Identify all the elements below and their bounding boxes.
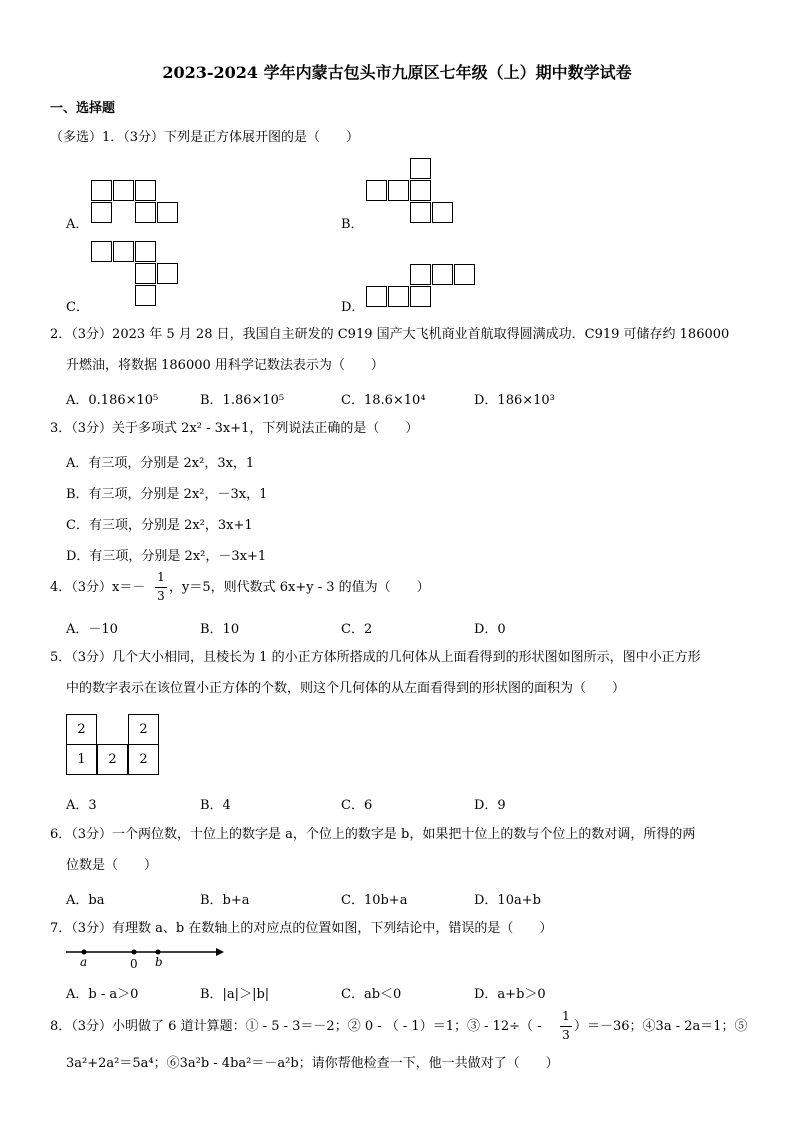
q4-option-a: A．－10	[66, 622, 118, 637]
q3-option-a: A．有三项，分别是 2x²，3x，1	[66, 456, 255, 471]
grid-cell: 2	[66, 714, 97, 745]
question-8-line1-part2: ）＝－36；④3a - 2a＝1；⑤	[574, 1019, 748, 1034]
question-3-stem: 3．（3分）关于多项式 2x² - 3x+1，下列说法正确的是（ ）	[50, 421, 419, 436]
q4-fraction-bar	[155, 587, 167, 588]
q6-option-b: B．b+a	[200, 893, 250, 908]
q8-fraction-numerator: 1	[562, 1009, 570, 1023]
q1-option-b-label: B．	[341, 217, 364, 232]
q1-option-a-label: A．	[66, 217, 89, 232]
question-2-line2: 升燃油，将数据 186000 用科学记数法表示为（ ）	[66, 358, 384, 373]
question-4-suffix: ，y＝5，则代数式 6x+y - 3 的值为（ ）	[169, 580, 430, 595]
q3-option-d: D．有三项，分别是 2x²，－3x+1	[66, 549, 267, 564]
question-1-stem: （多选）1．（3分）下列是正方体展开图的是（ ）	[50, 130, 360, 145]
q3-option-c: C．有三项，分别是 2x²，3x+1	[66, 518, 253, 533]
question-8-line1-part1: 8．（3分）小明做了 6 道计算题：① - 5 - 3＝－2；② 0 - （ - 1）＝1；③ - 12÷（ -	[50, 1019, 542, 1034]
q2-option-d: D．186×10³	[474, 393, 555, 408]
point-a	[82, 950, 87, 955]
question-8-line2: 3a²+2a²＝5a⁴；⑥3a²b - 4ba²＝－a²b；请你帮他检查一下，他一共做对了（ ）	[66, 1056, 559, 1071]
grid-cell: 1	[66, 744, 97, 775]
grid-cell: 2	[128, 714, 159, 745]
q7-number-line	[64, 944, 228, 970]
question-4-prefix: 4．（3分）x＝－	[50, 580, 146, 595]
q5-option-c: C．6	[341, 798, 373, 813]
q7-option-d: D．a+b＞0	[474, 987, 546, 1002]
point-b	[156, 950, 161, 955]
q8-fraction-bar	[560, 1026, 572, 1027]
q4-fraction-denominator: 3	[157, 589, 165, 603]
q3-option-b: B．有三项，分别是 2x²，－3x，1	[66, 487, 268, 502]
question-2-line1: 2．（3分）2023 年 5 月 28 日，我国自主研发的 C919 国产大飞机商业首航取得圆满成功．C919 可储存约 186000	[50, 327, 730, 342]
axis-label-a: a	[80, 955, 88, 969]
q4-option-b: B．10	[200, 622, 240, 637]
q2-option-a: A．0.186×10⁵	[66, 393, 159, 408]
question-6-line2: 位数是（ ）	[66, 858, 158, 873]
axis-arrow	[216, 948, 224, 956]
question-5-line1: 5．（3分）几个大小相同，且棱长为 1 的小正方体所搭成的几何体从上面看得到的形状图如图所示，图中小正方形	[50, 650, 701, 665]
q5-option-a: A．3	[66, 798, 97, 813]
q6-option-c: C．10b+a	[341, 893, 408, 908]
q1-option-c-label: C．	[66, 300, 89, 315]
q5-top-view-grid	[66, 714, 160, 776]
section-heading: 一、选择题	[50, 101, 116, 116]
page-title: 2023-2024 学年内蒙古包头市九原区七年级（上）期中数学试卷	[162, 63, 632, 82]
q8-fraction-denominator: 3	[562, 1028, 570, 1042]
point-zero	[132, 950, 137, 955]
grid-cell: 2	[97, 744, 128, 775]
q2-option-b: B．1.86×10⁵	[200, 393, 285, 408]
q7-option-a: A．b - a＞0	[66, 987, 139, 1002]
q4-option-c: C．2	[341, 622, 373, 637]
q6-option-d: D．10a+b	[474, 893, 541, 908]
question-5-line2: 中的数字表示在该位置小正方体的个数，则这个几何体的从左面看得到的形状图的面积为（ ）	[66, 681, 626, 696]
q4-option-d: D．0	[474, 622, 506, 637]
question-6-line1: 6．（3分）一个两位数，十位上的数字是 a，个位上的数字是 b，如果把十位上的数与个位上的数对调，所得的两	[50, 827, 696, 842]
q1-option-d-label: D．	[341, 300, 365, 315]
question-7-stem: 7．（3分）有理数 a、b 在数轴上的对应点的位置如图，下列结论中，错误的是（ ）	[50, 921, 553, 936]
q5-option-b: B．4	[200, 798, 231, 813]
grid-cell: 2	[128, 744, 159, 775]
q4-fraction-numerator: 1	[157, 570, 165, 584]
q7-option-c: C．ab＜0	[341, 987, 402, 1002]
q7-option-b: B．|a|＞|b|	[200, 987, 270, 1002]
axis-label-zero: 0	[130, 957, 138, 970]
axis-label-b: b	[155, 955, 163, 969]
q6-option-a: A．ba	[66, 893, 105, 908]
q2-option-c: C．18.6×10⁴	[341, 393, 426, 408]
q5-option-d: D．9	[474, 798, 506, 813]
